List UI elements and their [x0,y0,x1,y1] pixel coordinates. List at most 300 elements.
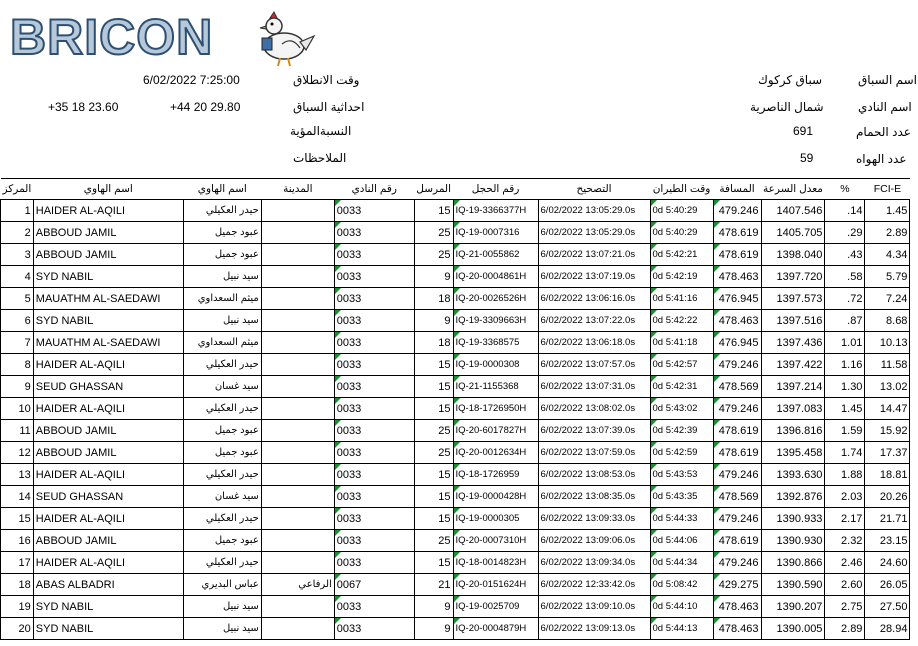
correction-cell: 6/02/2022 13:08:53.0s [538,464,650,486]
club-number-cell: 0033 [334,244,414,266]
city-cell [261,618,334,640]
ring-number-cell: IQ-19-3309663H [453,310,538,332]
distance-cell: 476.945 [713,332,761,354]
city-cell [261,200,334,222]
col-header-flight-time: وقت الطيران [650,179,713,200]
fancier-en-cell: ABBOUD JAMIL [33,420,183,442]
table-row [1,354,910,376]
distance-cell: 476.945 [713,288,761,310]
fci-cell: 13.02 [865,376,910,398]
ring-number-cell: IQ-19-0000305 [453,508,538,530]
fancier-en-cell: SYD NABIL [33,596,183,618]
rank-cell: 5 [1,288,34,310]
flight-time-cell: 0d 5:44:34 [650,552,713,574]
fancier-en-cell: ABBOUD JAMIL [33,530,183,552]
ring-number-cell: IQ-18-0014823H [453,552,538,574]
table-header-row [1,179,910,200]
table-row [1,288,910,310]
table-row [1,508,910,530]
fancier-ar-cell: حيدر العكيلي [183,508,261,530]
rank-cell: 12 [1,442,34,464]
fancier-en-cell: HAIDER AL-AQILI [33,464,183,486]
club-number-cell: 0033 [334,552,414,574]
flight-time-cell: 0d 5:42:21 [650,244,713,266]
distance-cell: 479.246 [713,354,761,376]
distance-cell: 479.246 [713,398,761,420]
distance-cell: 479.246 [713,200,761,222]
ring-number-cell: IQ-18-1726959 [453,464,538,486]
rank-cell: 13 [1,464,34,486]
city-cell [261,288,334,310]
fancier-ar-cell: عبود جميل [183,420,261,442]
percent-cell: 1.74 [825,442,865,464]
fci-cell: 7.24 [865,288,910,310]
city-cell [261,552,334,574]
rank-cell: 19 [1,596,34,618]
club-number-cell: 0033 [334,354,414,376]
club-number-cell: 0033 [334,420,414,442]
club-number-cell: 0033 [334,398,414,420]
flight-time-cell: 0d 5:42:57 [650,354,713,376]
fancier-en-cell: SYD NABIL [33,310,183,332]
flight-time-cell: 0d 5:43:53 [650,464,713,486]
fancier-ar-cell: عبود جميل [183,530,261,552]
city-cell [261,530,334,552]
race-name-label: اسم السباق [858,73,917,87]
flight-time-cell: 0d 5:40:29 [650,222,713,244]
fci-cell: 18.81 [865,464,910,486]
sent-cell: 25 [414,530,453,552]
rank-cell: 20 [1,618,34,640]
correction-cell: 6/02/2022 13:07:19.0s [538,266,650,288]
fancier-ar-cell: سيد نبيل [183,310,261,332]
city-cell [261,486,334,508]
rank-cell: 3 [1,244,34,266]
speed-cell: 1397.083 [761,398,825,420]
city-cell [261,310,334,332]
speed-cell: 1397.422 [761,354,825,376]
fci-cell: 24.60 [865,552,910,574]
fancier-ar-cell: عبود جميل [183,442,261,464]
table-row [1,596,910,618]
sent-cell: 15 [414,376,453,398]
col-header-city: المدينة [261,179,334,200]
correction-cell: 6/02/2022 13:09:06.0s [538,530,650,552]
fancier-en-cell: SEUD GHASSAN [33,486,183,508]
table-row [1,552,910,574]
ring-number-cell: IQ-20-6017827H [453,420,538,442]
birds-count-label: عدد الحمام [856,125,911,139]
club-number-cell: 0033 [334,596,414,618]
distance-cell: 478.619 [713,244,761,266]
notes-label: الملاحظات [293,151,347,165]
fci-cell: 10.13 [865,332,910,354]
sent-cell: 15 [414,354,453,376]
rank-cell: 17 [1,552,34,574]
percent-cell: 2.60 [825,574,865,596]
city-cell [261,398,334,420]
sent-cell: 9 [414,310,453,332]
correction-cell: 6/02/2022 13:08:35.0s [538,486,650,508]
percent-cell: 1.01 [825,332,865,354]
flight-time-cell: 0d 5:44:10 [650,596,713,618]
flight-time-cell: 0d 5:43:35 [650,486,713,508]
table-row [1,200,910,222]
fci-cell: 21.71 [865,508,910,530]
fci-cell: 2.89 [865,222,910,244]
distance-cell: 478.463 [713,618,761,640]
fancier-ar-cell: سيد نبيل [183,618,261,640]
speed-cell: 1392.876 [761,486,825,508]
distance-cell: 478.463 [713,266,761,288]
city-cell [261,596,334,618]
fancier-en-cell: SEUD GHASSAN [33,376,183,398]
ring-number-cell: IQ-20-0012634H [453,442,538,464]
club-name-label: اسم النادي [858,100,912,114]
distance-cell: 478.463 [713,310,761,332]
birds-count-value: 691 [793,124,814,138]
percent-cell: .43 [825,244,865,266]
city-cell [261,354,334,376]
fancier-ar-cell: حيدر العكيلي [183,398,261,420]
rank-cell: 16 [1,530,34,552]
fancier-en-cell: HAIDER AL-AQILI [33,508,183,530]
rank-cell: 9 [1,376,34,398]
percent-cell: 2.89 [825,618,865,640]
ring-number-cell: IQ-21-0055862 [453,244,538,266]
rank-cell: 1 [1,200,34,222]
correction-cell: 6/02/2022 13:07:39.0s [538,420,650,442]
speed-cell: 1407.546 [761,200,825,222]
correction-cell: 6/02/2022 13:06:18.0s [538,332,650,354]
percent-cell: 2.46 [825,552,865,574]
percent-cell: .58 [825,266,865,288]
fancier-en-cell: MAUATHM AL-SAEDAWI [33,332,183,354]
distance-cell: 478.569 [713,376,761,398]
col-header-fancier-en: اسم الهاوي [33,179,183,200]
ring-number-cell: IQ-19-0000428H [453,486,538,508]
sent-cell: 18 [414,332,453,354]
city-cell [261,376,334,398]
rank-cell: 18 [1,574,34,596]
distance-cell: 478.619 [713,222,761,244]
fancier-ar-cell: سيد نبيل [183,266,261,288]
ring-number-cell: IQ-19-3366377H [453,200,538,222]
percent-cell: 2.32 [825,530,865,552]
city-cell [261,332,334,354]
distance-cell: 479.246 [713,508,761,530]
rank-cell: 4 [1,266,34,288]
speed-cell: 1390.005 [761,618,825,640]
correction-cell: 6/02/2022 12:33:42.0s [538,574,650,596]
ring-number-cell: IQ-20-0004879H [453,618,538,640]
speed-cell: 1390.590 [761,574,825,596]
fci-cell: 5.79 [865,266,910,288]
correction-cell: 6/02/2022 13:07:31.0s [538,376,650,398]
table-row [1,244,910,266]
percent-cell: .87 [825,310,865,332]
race-name-value: سباق كركوك [758,73,823,87]
table-row [1,464,910,486]
col-header-fancier-ar: اسم الهاوي [183,179,261,200]
club-number-cell: 0033 [334,486,414,508]
city-cell [261,222,334,244]
club-number-cell: 0033 [334,332,414,354]
flight-time-cell: 0d 5:08:42 [650,574,713,596]
sent-cell: 18 [414,288,453,310]
speed-cell: 1393.630 [761,464,825,486]
sent-cell: 25 [414,442,453,464]
fancier-en-cell: HAIDER AL-AQILI [33,552,183,574]
sent-cell: 15 [414,464,453,486]
col-header-club-number: رقم النادي [334,179,414,200]
club-number-cell: 0033 [334,508,414,530]
fancier-ar-cell: عبود جميل [183,222,261,244]
fci-cell: 8.68 [865,310,910,332]
flight-time-cell: 0d 5:43:02 [650,398,713,420]
col-header-rank: المركز [1,179,34,200]
percent-cell: 2.75 [825,596,865,618]
percent-cell: 1.45 [825,398,865,420]
flight-time-cell: 0d 5:44:06 [650,530,713,552]
table-row [1,332,910,354]
fancier-ar-cell: سيد غسان [183,486,261,508]
speed-cell: 1397.214 [761,376,825,398]
club-number-cell: 0067 [334,574,414,596]
club-number-cell: 0033 [334,222,414,244]
fancier-en-cell: ABBOUD JAMIL [33,442,183,464]
fci-cell: 23.15 [865,530,910,552]
fancier-ar-cell: سيد غسان [183,376,261,398]
club-number-cell: 0033 [334,288,414,310]
fanciers-count-value: 59 [800,151,814,165]
ring-number-cell: IQ-19-0000308 [453,354,538,376]
percent-cell: .29 [825,222,865,244]
speed-cell: 1405.705 [761,222,825,244]
fci-cell: 11.58 [865,354,910,376]
correction-cell: 6/02/2022 13:09:13.0s [538,618,650,640]
speed-cell: 1390.207 [761,596,825,618]
table-row [1,486,910,508]
sent-cell: 25 [414,420,453,442]
table-row [1,530,910,552]
club-number-cell: 0033 [334,530,414,552]
rank-cell: 8 [1,354,34,376]
correction-cell: 6/02/2022 13:07:59.0s [538,442,650,464]
fancier-ar-cell: حيدر العكيلي [183,552,261,574]
sent-cell: 25 [414,222,453,244]
fci-cell: 28.94 [865,618,910,640]
sent-cell: 25 [414,244,453,266]
sent-cell: 9 [414,618,453,640]
city-cell [261,442,334,464]
correction-cell: 6/02/2022 13:06:16.0s [538,288,650,310]
percent-cell: .14 [825,200,865,222]
distance-cell: 478.463 [713,596,761,618]
fancier-en-cell: HAIDER AL-AQILI [33,354,183,376]
correction-cell: 6/02/2022 13:07:21.0s [538,244,650,266]
rank-cell: 15 [1,508,34,530]
col-header-ring-number: رقم الحجل [453,179,538,200]
fci-cell: 15.92 [865,420,910,442]
fancier-ar-cell: ميثم السعداوي [183,288,261,310]
club-name-value: شمال الناصرية [750,100,824,114]
col-header-sent: المرسل [414,179,453,200]
correction-cell: 6/02/2022 13:09:33.0s [538,508,650,530]
fancier-en-cell: MAUATHM AL-SAEDAWI [33,288,183,310]
flight-time-cell: 0d 5:40:29 [650,200,713,222]
coord-lon-value: +35 18 23.60 [48,100,119,114]
ring-number-cell: IQ-19-0007316 [453,222,538,244]
rank-cell: 10 [1,398,34,420]
distance-cell: 478.619 [713,530,761,552]
flight-time-cell: 0d 5:42:39 [650,420,713,442]
flight-time-cell: 0d 5:42:19 [650,266,713,288]
logo-text: BRICON [10,9,214,65]
percent-cell: 1.59 [825,420,865,442]
table-row [1,266,910,288]
fci-cell: 27.50 [865,596,910,618]
sent-cell: 15 [414,398,453,420]
flight-time-cell: 0d 5:42:59 [650,442,713,464]
sent-cell: 15 [414,486,453,508]
table-row [1,618,910,640]
table-row [1,574,910,596]
flight-time-cell: 0d 5:41:18 [650,332,713,354]
sent-cell: 15 [414,552,453,574]
sent-cell: 21 [414,574,453,596]
speed-cell: 1390.930 [761,530,825,552]
distance-cell: 479.246 [713,552,761,574]
sent-cell: 9 [414,266,453,288]
sent-cell: 9 [414,596,453,618]
club-number-cell: 0033 [334,376,414,398]
table-row [1,420,910,442]
flight-time-cell: 0d 5:44:33 [650,508,713,530]
city-cell [261,244,334,266]
coord-lat-value: +44 20 29.80 [170,100,241,114]
correction-cell: 6/02/2022 13:09:34.0s [538,552,650,574]
city-cell [261,266,334,288]
ring-number-cell: IQ-18-1726950H [453,398,538,420]
city-cell [261,464,334,486]
correction-cell: 6/02/2022 13:05:29.0s [538,222,650,244]
fancier-ar-cell: سيد نبيل [183,596,261,618]
col-header-percent: % [825,179,865,200]
fancier-en-cell: SYD NABIL [33,618,183,640]
fancier-en-cell: HAIDER AL-AQILI [33,398,183,420]
fancier-ar-cell: ميثم السعداوي [183,332,261,354]
fancier-en-cell: ABAS ALBADRI [33,574,183,596]
fancier-en-cell: HAIDER AL-AQILI [33,200,183,222]
club-number-cell: 0033 [334,310,414,332]
correction-cell: 6/02/2022 13:07:22.0s [538,310,650,332]
table-row [1,222,910,244]
distance-cell: 479.246 [713,464,761,486]
table-row [1,376,910,398]
fci-cell: 4.34 [865,244,910,266]
start-time-value: 6/02/2022 7:25:00 [143,73,240,87]
speed-cell: 1397.516 [761,310,825,332]
club-number-cell: 0033 [334,200,414,222]
flight-time-cell: 0d 5:44:13 [650,618,713,640]
results-table [0,178,910,640]
percent-cell: 1.30 [825,376,865,398]
club-number-cell: 0033 [334,266,414,288]
fancier-en-cell: SYD NABIL [33,266,183,288]
fancier-en-cell: ABBOUD JAMIL [33,244,183,266]
fancier-ar-cell: عباس البديري [183,574,261,596]
percent-cell: 2.17 [825,508,865,530]
distance-cell: 478.569 [713,486,761,508]
rank-cell: 14 [1,486,34,508]
club-number-cell: 0033 [334,618,414,640]
club-number-cell: 0033 [334,442,414,464]
percent-label: النسبةالمؤية [290,124,352,138]
distance-cell: 429.275 [713,574,761,596]
city-cell [261,508,334,530]
fci-cell: 1.45 [865,200,910,222]
ring-number-cell: IQ-21-1155368 [453,376,538,398]
start-time-label: وقت الانطلاق [293,73,360,87]
coords-label: احداثية السباق [293,100,365,114]
ring-number-cell: IQ-20-0151624H [453,574,538,596]
fci-cell: 20.26 [865,486,910,508]
percent-cell: .72 [825,288,865,310]
fci-cell: 26.05 [865,574,910,596]
speed-cell: 1396.816 [761,420,825,442]
col-header-fci: FCI-E [865,179,910,200]
table-row [1,442,910,464]
correction-cell: 6/02/2022 13:07:57.0s [538,354,650,376]
fancier-ar-cell: عبود جميل [183,244,261,266]
bricon-logo [8,6,318,68]
col-header-speed: معدل السرعة [761,179,825,200]
speed-cell: 1390.933 [761,508,825,530]
city-cell [261,420,334,442]
speed-cell: 1398.040 [761,244,825,266]
speed-cell: 1397.720 [761,266,825,288]
speed-cell: 1397.573 [761,288,825,310]
fancier-ar-cell: حيدر العكيلي [183,354,261,376]
col-header-correction: التصحيح [538,179,650,200]
flight-time-cell: 0d 5:42:22 [650,310,713,332]
ring-number-cell: IQ-19-0025709 [453,596,538,618]
fancier-ar-cell: حيدر العكيلي [183,464,261,486]
fci-cell: 17.37 [865,442,910,464]
correction-cell: 6/02/2022 13:09:10.0s [538,596,650,618]
distance-cell: 478.619 [713,442,761,464]
club-number-cell: 0033 [334,464,414,486]
distance-cell: 478.619 [713,420,761,442]
fancier-ar-cell: حيدر العكيلي [183,200,261,222]
correction-cell: 6/02/2022 13:08:02.0s [538,398,650,420]
rank-cell: 11 [1,420,34,442]
ring-number-cell: IQ-19-3368575 [453,332,538,354]
flight-time-cell: 0d 5:42:31 [650,376,713,398]
rank-cell: 7 [1,332,34,354]
ring-number-cell: IQ-20-0007310H [453,530,538,552]
fci-cell: 14.47 [865,398,910,420]
fanciers-count-label: عدد الهواه [856,152,907,166]
col-header-distance: المسافة [713,179,761,200]
percent-cell: 1.88 [825,464,865,486]
pigeon-mascot-icon [240,8,318,68]
rank-cell: 2 [1,222,34,244]
flight-time-cell: 0d 5:41:16 [650,288,713,310]
speed-cell: 1395.458 [761,442,825,464]
speed-cell: 1390.866 [761,552,825,574]
